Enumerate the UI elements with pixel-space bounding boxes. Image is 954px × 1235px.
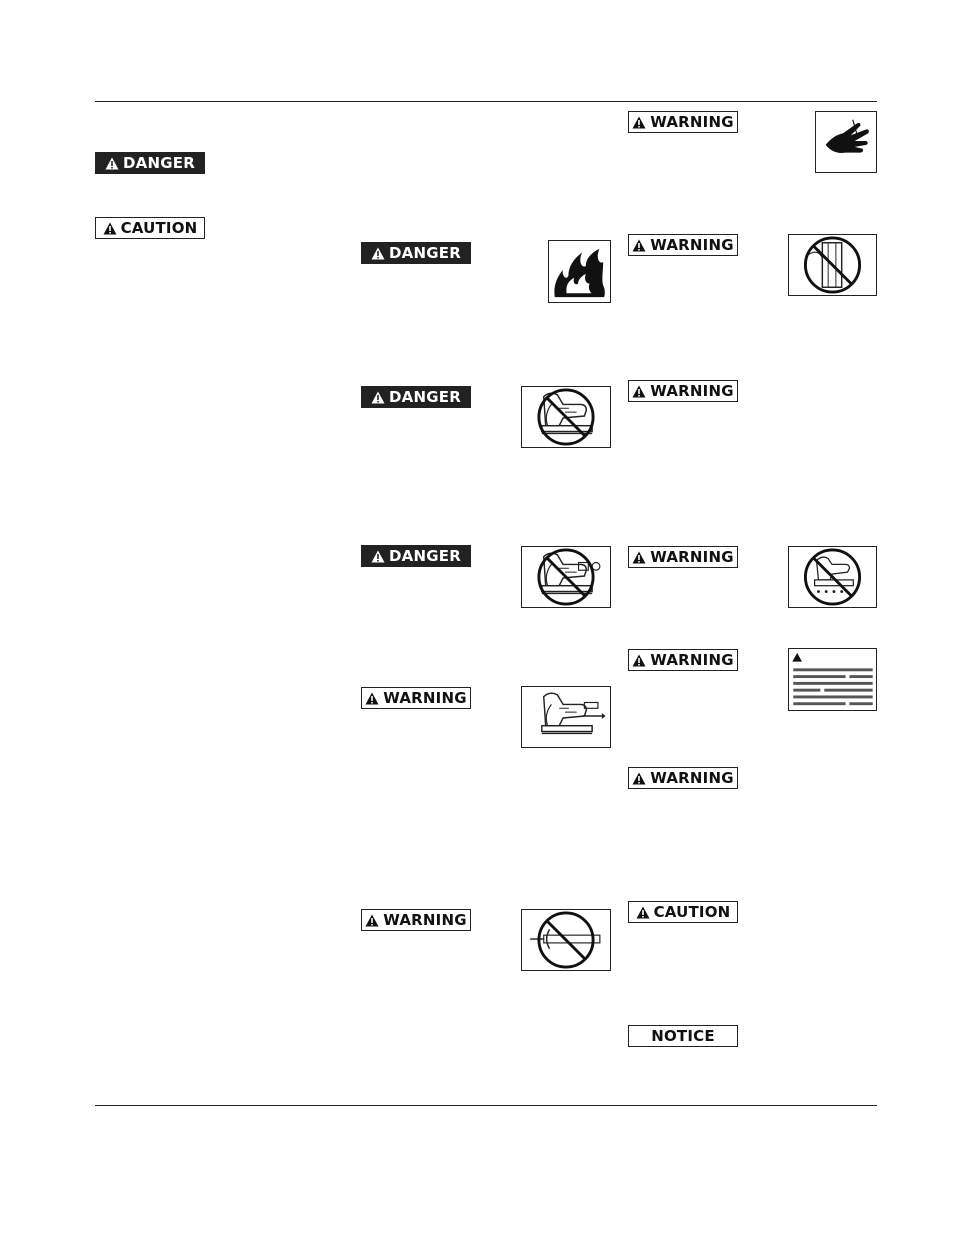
warning-label-text: WARNING — [650, 236, 734, 254]
warning-label-text: WARNING — [383, 689, 467, 707]
danger-label — [361, 545, 471, 567]
nailer-disconnect-icon — [521, 686, 611, 748]
caution-label — [628, 901, 738, 923]
warning-label-icon — [788, 648, 877, 711]
warning-triangle-icon — [365, 914, 379, 927]
warning-label — [628, 767, 738, 789]
warning-label-text: WARNING — [650, 113, 734, 131]
warning-triangle-icon — [105, 157, 119, 170]
hand-icon — [815, 111, 877, 173]
warning-triangle-icon — [365, 692, 379, 705]
warning-label — [628, 234, 738, 256]
danger-label — [361, 242, 471, 264]
notice-label — [628, 1025, 738, 1047]
warning-label-text: WARNING — [650, 651, 734, 669]
warning-label — [628, 546, 738, 568]
warning-triangle-icon — [632, 772, 646, 785]
danger-label-text: DANGER — [389, 244, 461, 262]
warning-triangle-icon — [103, 222, 117, 235]
warning-label-text: WARNING — [650, 548, 734, 566]
prohibition-icon — [521, 546, 611, 608]
danger-label-text: DANGER — [123, 154, 195, 172]
notice-label-text: NOTICE — [651, 1027, 715, 1045]
prohibition-icon — [521, 909, 611, 971]
warning-triangle-icon — [371, 247, 385, 260]
warning-triangle-icon — [632, 385, 646, 398]
warning-triangle-icon — [636, 906, 650, 919]
bottom-rule — [95, 1105, 877, 1106]
prohibition-icon — [788, 234, 877, 296]
top-rule — [95, 101, 877, 102]
danger-label — [95, 152, 205, 174]
warning-triangle-icon — [632, 654, 646, 667]
prohibition-icon — [788, 546, 877, 608]
warning-label-text: WARNING — [650, 769, 734, 787]
warning-label — [628, 649, 738, 671]
danger-label — [361, 386, 471, 408]
warning-label — [628, 111, 738, 133]
warning-label — [628, 380, 738, 402]
warning-triangle-icon — [632, 116, 646, 129]
warning-label — [361, 909, 471, 931]
warning-label-text: WARNING — [650, 382, 734, 400]
danger-label-text: DANGER — [389, 388, 461, 406]
warning-label — [361, 687, 471, 709]
caution-label-text: CAUTION — [120, 219, 198, 237]
caution-label-text: CAUTION — [653, 903, 731, 921]
flame-icon — [548, 240, 611, 303]
caution-label — [95, 217, 205, 239]
prohibition-icon — [521, 386, 611, 448]
warning-triangle-icon — [371, 391, 385, 404]
danger-label-text: DANGER — [389, 547, 461, 565]
warning-label-text: WARNING — [383, 911, 467, 929]
warning-triangle-icon — [632, 239, 646, 252]
warning-triangle-icon — [371, 550, 385, 563]
warning-triangle-icon — [632, 551, 646, 564]
